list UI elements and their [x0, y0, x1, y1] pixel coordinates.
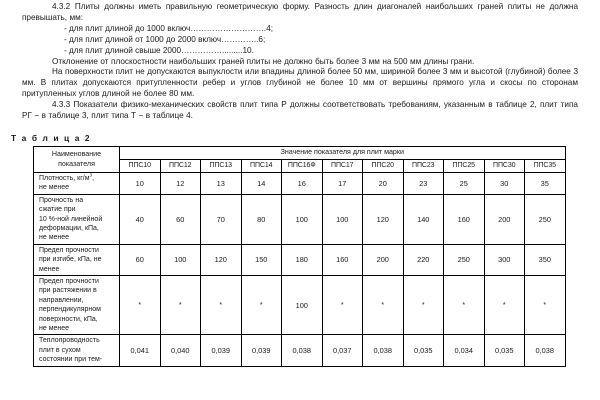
column-header-mark: ППС10: [120, 159, 161, 172]
column-header-mark: ППС20: [363, 159, 404, 172]
list-item: - для плит длиной до 1000 включ……………………….4;: [64, 23, 274, 33]
table-cell-value: [444, 276, 485, 335]
table-cell-value: 250: [444, 244, 485, 275]
table-cell-value: 160: [322, 244, 363, 275]
table-cell-value: 220: [403, 244, 444, 275]
table-cell-value: [241, 276, 282, 335]
table-cell-value: 200: [363, 244, 404, 275]
table-cell-value: 30: [484, 172, 525, 194]
footnote-asterisk: *: [502, 301, 506, 309]
column-header-mark: ППС30: [484, 159, 525, 172]
table-cell-value: [160, 276, 201, 335]
row-label-line: 10 %-ной линейной: [39, 215, 103, 223]
table-cell-value: 0,035: [484, 335, 525, 366]
table-cell-value: 10: [120, 172, 161, 194]
table-cell-value: 350: [525, 244, 566, 275]
table-cell-value: 0,041: [120, 335, 161, 366]
table-cell-value: 0,034: [444, 335, 485, 366]
table-cell-value: 60: [120, 244, 161, 275]
row-label-line: при растяжении в: [39, 287, 97, 295]
footnote-asterisk: *: [381, 301, 385, 309]
table-cell-value: 0,038: [525, 335, 566, 366]
row-label: [34, 276, 120, 335]
footnote-asterisk: *: [421, 301, 425, 309]
table-cell-value: 100: [160, 244, 201, 275]
row-label: [34, 194, 120, 244]
row-label-line: не менее: [39, 234, 70, 242]
table-row: [34, 194, 566, 244]
row-label-line: при изгибе, кПа, не: [39, 256, 102, 264]
table-cell-value: 0,035: [403, 335, 444, 366]
footnote-asterisk: *: [178, 301, 182, 309]
table-cell-value: 150: [241, 244, 282, 275]
row-label-line: Предел прочности: [39, 246, 99, 254]
table-cell-value: 250: [525, 194, 566, 244]
table-cell-value: 35: [525, 172, 566, 194]
column-header-mark: ППС16Ф: [282, 159, 323, 172]
table-cell-value: 25: [444, 172, 485, 194]
table-body: [34, 172, 566, 366]
row-label-line: перпендикулярном: [39, 306, 101, 314]
column-header-mark: ППС25: [444, 159, 485, 172]
table-cell-value: 14: [241, 172, 282, 194]
table-cell-value: 160: [444, 194, 485, 244]
row-label-line: Прочность на: [39, 196, 84, 204]
table-cell-value: 300: [484, 244, 525, 275]
column-header-name-line2: показателя: [58, 160, 95, 169]
table-cell-value: [525, 276, 566, 335]
table-row: [34, 276, 566, 335]
column-header-mark: ППС17: [322, 159, 363, 172]
column-header-mark: ППС14: [241, 159, 282, 172]
table-cell-value: 0,040: [160, 335, 201, 366]
table-cell-value: 80: [241, 194, 282, 244]
row-label: [34, 244, 120, 275]
row-label-line: сжатие при: [39, 206, 76, 214]
column-header-name: [34, 146, 120, 172]
table-cell-value: 13: [201, 172, 242, 194]
footnote-asterisk: *: [543, 301, 547, 309]
row-label-line: деформации, кПа,: [39, 225, 99, 232]
row-label-line: Предел прочности: [39, 278, 99, 286]
document-body: [0, 0, 600, 122]
table-cell-value: 40: [120, 194, 161, 244]
row-label-line: поверхности, кПа,: [39, 315, 98, 323]
table-cell-value: 23: [403, 172, 444, 194]
table-cell-value: 140: [403, 194, 444, 244]
table-cell-value: 70: [201, 194, 242, 244]
table-row: [34, 335, 566, 366]
row-label-line: Плотность, $кг/м^3$,: [39, 172, 95, 182]
footnote-asterisk: *: [219, 301, 223, 309]
table-cell-value: [322, 276, 363, 335]
table-cell-value: 120: [363, 194, 404, 244]
paragraph-surface: На поверхности плит не допускаются выпуклости или впадины длиной более 50 мм, шириной более 3 мм и высотой (глубиной) более 3 мм. В плитах допускаются притупленности ребер и углов глубиной не более 10 мм от вершины прямого угла и скосы по сторонам притупленных углов длиной не более 80 мм.: [22, 67, 578, 99]
paragraph-4-3-2: 4.3.2 Плиты должны иметь правильную геометрическую форму. Разность длин диагоналей наибольших граней плиты не должна превышать, мм:: [22, 2, 578, 22]
column-header-name-line1: Наименование: [51, 150, 102, 159]
row-label-line: направлении,: [39, 296, 84, 304]
table-cell-value: 0,037: [322, 335, 363, 366]
column-header-mark: ППС35: [525, 159, 566, 172]
table-cell-value: 20: [363, 172, 404, 194]
row-label-line: менее: [39, 265, 60, 273]
table-header-row-group: [34, 146, 566, 159]
table-cell-value: 0,039: [201, 335, 242, 366]
table-cell-value: 0,039: [241, 335, 282, 366]
table-cell-value: 0,038: [363, 335, 404, 366]
table-cell-value: 17: [322, 172, 363, 194]
table-cell-value: 120: [201, 244, 242, 275]
table-cell-value: 100: [322, 194, 363, 244]
column-header-group: Значение показателя для плит марки: [120, 146, 566, 159]
column-header-mark: ППС12: [160, 159, 201, 172]
table-cell-value: [201, 276, 242, 335]
table-cell-value: [403, 276, 444, 335]
unit-superscript: 3: [89, 172, 93, 178]
footnote-asterisk: *: [138, 301, 142, 309]
table-cell-value: 180: [282, 244, 323, 275]
footnote-asterisk: *: [340, 301, 344, 309]
row-label-line: состоянии при тем-: [39, 356, 103, 364]
table-cell-value: [363, 276, 404, 335]
row-label-line: плит в сухом: [39, 346, 81, 354]
footnote-asterisk: *: [462, 301, 466, 309]
footnote-asterisk: *: [259, 301, 263, 309]
row-label-line: не менее: [39, 184, 70, 192]
table-cell-value: 100: [282, 276, 323, 335]
column-header-mark: ППС13: [201, 159, 242, 172]
row-label-line: не менее: [39, 325, 70, 333]
table-row: [34, 172, 566, 194]
table-row: [34, 244, 566, 275]
table-caption: Т а б л и ц а 2: [11, 132, 92, 143]
spec-table: [33, 146, 566, 367]
paragraph-4-3-3: 4.3.3 Показатели физико-механических свойств плит типа Р должны соответствовать требованиям, указанным в таблице 2, плит типа РГ − в таблице 3, плит типа Т − в таблице 4.: [22, 100, 578, 121]
row-label-line: Теплопроводность: [39, 337, 100, 345]
table-cell-value: [120, 276, 161, 335]
list-item: - для плит длиной свыше 2000…………….........10.: [64, 45, 254, 55]
table-cell-value: 100: [282, 194, 323, 244]
table-cell-value: [484, 276, 525, 335]
table-cell-value: 12: [160, 172, 201, 194]
table-cell-value: 16: [282, 172, 323, 194]
row-label: [34, 335, 120, 366]
table-cell-value: 60: [160, 194, 201, 244]
column-header-mark: ППС23: [403, 159, 444, 172]
table-cell-value: 200: [484, 194, 525, 244]
table-cell-value: 0,038: [282, 335, 323, 366]
paragraph-flatness: Отклонение от плоскостности наибольших граней плиты не должно быть более 3 мм на 500 мм длины грани.: [52, 56, 475, 66]
row-label: [34, 172, 120, 194]
list-item: - для плит длиной от 1000 до 2000 включ…………..6;: [64, 34, 266, 44]
table-header: [34, 146, 566, 172]
